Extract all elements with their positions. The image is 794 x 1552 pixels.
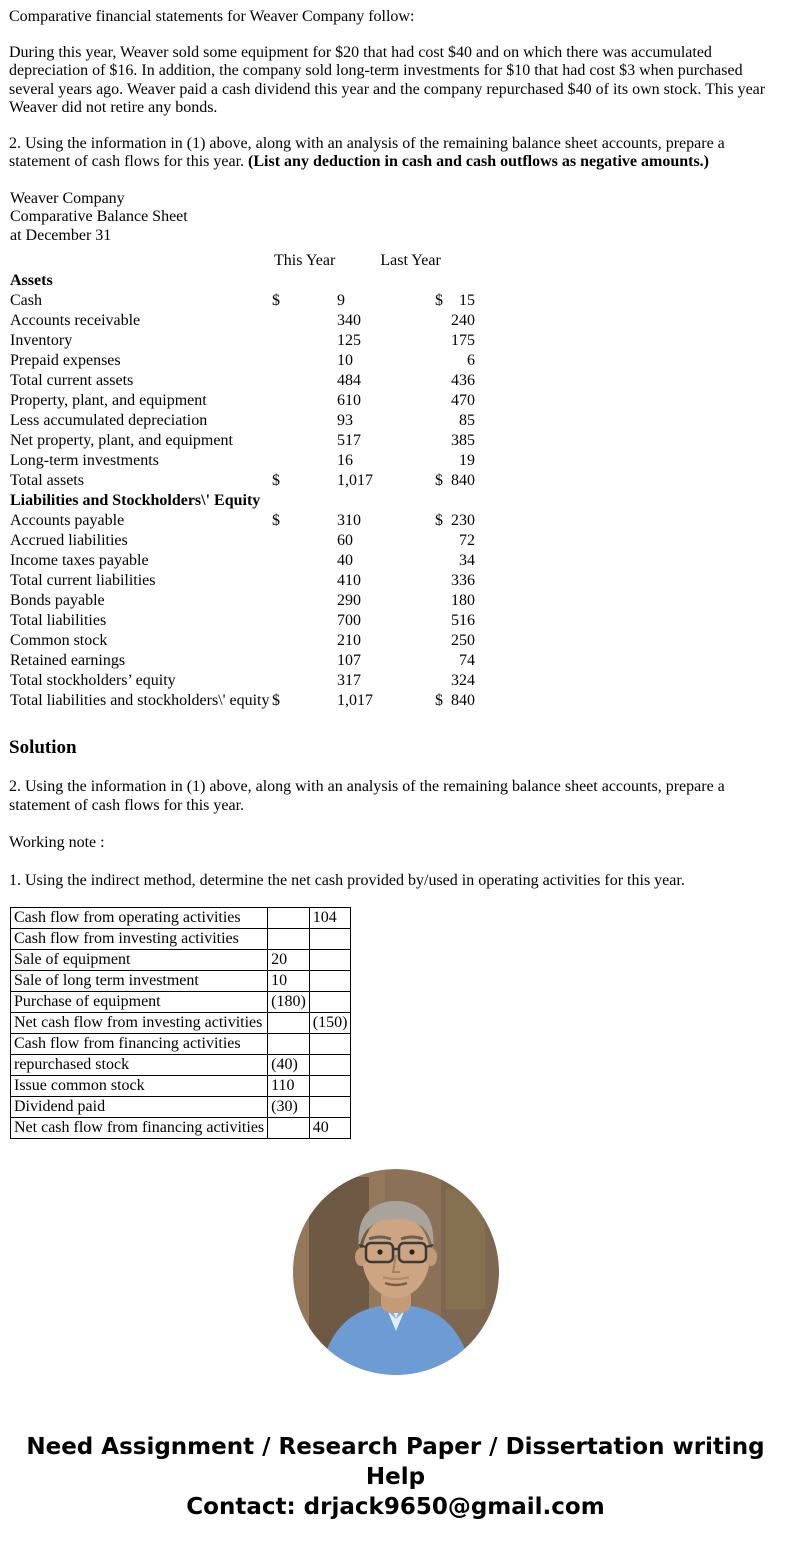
row-value: 1,017 <box>337 472 373 489</box>
row-value: $ <box>435 692 443 709</box>
cell-value: (150) <box>309 1013 351 1034</box>
row-value: 175 <box>451 332 475 349</box>
row-value: 1,017 <box>337 692 373 709</box>
working-table-row <box>11 929 351 950</box>
cell-value <box>309 1076 351 1097</box>
row-value: 470 <box>451 392 475 409</box>
working-table-body <box>11 908 351 1139</box>
balance-sheet-row <box>10 551 782 571</box>
balance-sheet-row <box>10 351 782 371</box>
row-label: Total liabilities and stockholders\' equity <box>10 692 270 709</box>
row-value <box>337 271 435 291</box>
row-label: Cash <box>10 292 42 309</box>
row-value <box>435 591 449 611</box>
row-label: Long-term investments <box>10 452 159 469</box>
row-value <box>435 571 449 591</box>
balance-sheet-row <box>10 291 782 311</box>
row-value: 16 <box>337 452 353 469</box>
cell-label: Sale of long term investment <box>11 971 268 992</box>
working-table-row <box>11 1034 351 1055</box>
footer-banner <box>9 1432 782 1522</box>
row-value: $ <box>435 292 443 309</box>
cell-value <box>309 1097 351 1118</box>
working-note-label: Working note : <box>9 834 105 851</box>
row-label: Total current liabilities <box>10 572 156 589</box>
working-table-row <box>11 992 351 1013</box>
question-paragraph <box>9 135 781 172</box>
row-label: Inventory <box>10 332 73 349</box>
row-value: 410 <box>337 572 361 589</box>
row-value: 240 <box>451 312 475 329</box>
row-value: 324 <box>451 672 475 689</box>
row-value: 340 <box>337 312 361 329</box>
working-table-row <box>11 1055 351 1076</box>
row-value <box>435 411 449 431</box>
row-label: Prepaid expenses <box>10 352 121 369</box>
row-label: Accounts receivable <box>10 312 141 329</box>
row-value <box>272 311 337 331</box>
row-value <box>272 611 337 631</box>
row-value: 385 <box>451 432 475 449</box>
intro-paragraph-2: During this year, Weaver sold some equipment for $20 that had cost $40 and on which there was accumulated depreciation of $16. In addition, the company sold long-term investments for $10 that had cost $3 when purchased several years ago. Weaver paid a cash dividend this year and the company repurchased $40 of its own stock. This year Weaver did not retire any bonds. <box>9 43 766 116</box>
cell-value <box>309 992 351 1013</box>
row-value <box>435 551 449 571</box>
row-value <box>435 611 449 631</box>
row-value <box>272 271 337 291</box>
row-value: 210 <box>337 632 361 649</box>
cell-value <box>309 1055 351 1076</box>
row-value: 9 <box>337 292 345 309</box>
row-value: 840 <box>451 472 475 489</box>
balance-sheet-row <box>10 531 782 551</box>
cell-value <box>268 908 310 929</box>
footer-contact-email: Contact: drjack9650@gmail.com <box>186 1494 605 1520</box>
question-bold-note: (List any deduction in cash and cash outflows as negative amounts.) <box>248 153 709 170</box>
row-value: 93 <box>337 412 353 429</box>
row-value: 85 <box>459 412 475 429</box>
row-value: 484 <box>337 372 361 389</box>
row-value <box>272 391 337 411</box>
instructor-photo <box>9 1169 782 1380</box>
working-table-row <box>11 908 351 929</box>
balance-sheet-row <box>10 691 782 711</box>
row-value: 317 <box>337 672 361 689</box>
balance-sheet-title: Comparative Balance Sheet <box>10 208 188 225</box>
row-value: 180 <box>451 592 475 609</box>
row-label: Total current assets <box>10 372 134 389</box>
cell-value <box>268 1034 310 1055</box>
balance-sheet-row <box>10 611 782 631</box>
row-value: 19 <box>459 452 475 469</box>
cell-value: 20 <box>268 950 310 971</box>
row-label: Income taxes payable <box>10 552 149 569</box>
row-label: Property, plant, and equipment <box>10 392 207 409</box>
working-table-row <box>11 1097 351 1118</box>
cell-label: Cash flow from financing activities <box>11 1034 268 1055</box>
cell-value: (30) <box>268 1097 310 1118</box>
footer-help-text: Need Assignment / Research Paper / Dissertation writing Help <box>26 1434 765 1490</box>
row-value <box>272 631 337 651</box>
row-value: 10 <box>337 352 353 369</box>
row-value: 610 <box>337 392 361 409</box>
cell-value <box>309 950 351 971</box>
row-value <box>435 651 449 671</box>
row-value <box>272 371 337 391</box>
balance-sheet-column-headers <box>9 251 782 271</box>
row-value: 290 <box>337 592 361 609</box>
cell-label: Cash flow from operating activities <box>11 908 268 929</box>
cell-label: Issue common stock <box>11 1076 268 1097</box>
cell-value <box>268 1118 310 1139</box>
balance-sheet-row <box>10 631 782 651</box>
working-table-row <box>11 1118 351 1139</box>
cell-value: 104 <box>309 908 351 929</box>
row-value: $ <box>272 692 280 709</box>
row-value <box>272 591 337 611</box>
cell-label: Dividend paid <box>11 1097 268 1118</box>
question-text: 2. Using the information in (1) above, along with an analysis of the remaining balance sheet accounts, prepare a statement of cash flows for this year. <box>9 134 725 170</box>
row-value <box>272 571 337 591</box>
working-table-row <box>11 1076 351 1097</box>
cell-value <box>309 929 351 950</box>
balance-sheet-row <box>10 411 782 431</box>
row-value: 40 <box>337 552 353 569</box>
working-table-row <box>11 950 351 971</box>
balance-sheet <box>9 190 782 712</box>
balance-sheet-row <box>10 491 782 511</box>
row-value <box>272 531 337 551</box>
row-value: $ <box>272 472 280 489</box>
row-value: 34 <box>459 552 475 569</box>
row-value <box>435 491 449 511</box>
working-table-row <box>11 971 351 992</box>
balance-sheet-row <box>10 671 782 691</box>
balance-sheet-row <box>10 371 782 391</box>
row-value <box>435 311 449 331</box>
row-label: Net property, plant, and equipment <box>10 432 233 449</box>
balance-sheet-row <box>10 331 782 351</box>
row-label: Liabilities and Stockholders\' Equity <box>10 492 261 509</box>
row-value <box>435 371 449 391</box>
row-value <box>337 491 435 511</box>
balance-sheet-row <box>10 431 782 451</box>
row-value: 336 <box>451 572 475 589</box>
balance-sheet-row <box>10 571 782 591</box>
row-value <box>272 451 337 471</box>
cell-value: (180) <box>268 992 310 1013</box>
cell-label: Net cash flow from financing activities <box>11 1118 268 1139</box>
balance-sheet-rows <box>9 271 782 711</box>
row-value <box>272 351 337 371</box>
row-value <box>435 431 449 451</box>
working-table-row <box>11 1013 351 1034</box>
cell-label: repurchased stock <box>11 1055 268 1076</box>
row-label: Less accumulated depreciation <box>10 412 208 429</box>
row-value: 310 <box>337 512 361 529</box>
cell-value <box>309 971 351 992</box>
step1-text: 1. Using the indirect method, determine the net cash provided by/used in operating activities for this year. <box>9 871 685 889</box>
balance-sheet-row <box>10 391 782 411</box>
balance-sheet-company: Weaver Company <box>10 189 125 207</box>
intro-paragraph-1: Comparative financial statements for Weaver Company follow: <box>9 8 415 25</box>
cell-value: 40 <box>309 1118 351 1139</box>
row-value: 125 <box>337 332 361 349</box>
row-value <box>435 271 449 291</box>
row-label: Accrued liabilities <box>10 532 128 549</box>
row-value: 840 <box>451 692 475 709</box>
row-label: Total liabilities <box>10 612 107 629</box>
balance-sheet-row <box>10 311 782 331</box>
row-value <box>272 491 337 511</box>
row-value: 516 <box>451 612 475 629</box>
cell-label: Sale of equipment <box>11 950 268 971</box>
cell-value <box>268 929 310 950</box>
row-value: $ <box>272 292 280 309</box>
row-value: 6 <box>467 352 475 369</box>
row-label: Total stockholders’ equity <box>10 672 176 689</box>
row-value <box>435 331 449 351</box>
row-value: $ <box>435 512 443 529</box>
cell-value: (40) <box>268 1055 310 1076</box>
balance-sheet-row <box>10 511 782 531</box>
row-value <box>272 551 337 571</box>
instructor-photo-illustration <box>293 1169 499 1375</box>
solution-heading: Solution <box>9 737 77 758</box>
row-value <box>435 391 449 411</box>
row-value <box>435 451 449 471</box>
cell-value: 10 <box>268 971 310 992</box>
balance-sheet-row <box>10 471 782 491</box>
row-value: 700 <box>337 612 361 629</box>
cell-value <box>309 1034 351 1055</box>
row-value <box>272 411 337 431</box>
balance-sheet-date: at December 31 <box>10 226 112 244</box>
row-label: Bonds payable <box>10 592 105 609</box>
row-value: 230 <box>451 512 475 529</box>
row-value <box>272 651 337 671</box>
row-value: 107 <box>337 652 361 669</box>
balance-sheet-row <box>10 271 782 291</box>
row-value <box>435 351 449 371</box>
column-header-last-year: Last Year <box>380 252 441 269</box>
column-header-this-year: This Year <box>274 252 336 269</box>
row-value: $ <box>272 512 280 529</box>
row-value: 517 <box>337 432 361 449</box>
row-value <box>449 491 475 511</box>
row-value <box>435 531 449 551</box>
row-value: 15 <box>459 292 475 309</box>
balance-sheet-row <box>10 451 782 471</box>
cell-label: Cash flow from investing activities <box>11 929 268 950</box>
row-value: 74 <box>459 652 475 669</box>
row-value: $ <box>435 472 443 489</box>
row-label: Total assets <box>10 472 84 489</box>
row-value: 60 <box>337 532 353 549</box>
row-label: Accounts payable <box>10 512 125 529</box>
row-value <box>449 271 475 291</box>
balance-sheet-row <box>10 651 782 671</box>
row-value <box>272 671 337 691</box>
cell-label: Net cash flow from investing activities <box>11 1013 268 1034</box>
row-value: 436 <box>451 372 475 389</box>
cell-label: Purchase of equipment <box>11 992 268 1013</box>
row-value <box>435 671 449 691</box>
row-value: 72 <box>459 532 475 549</box>
row-label: Retained earnings <box>10 652 126 669</box>
working-note-table <box>10 907 351 1139</box>
row-value <box>272 331 337 351</box>
balance-sheet-row <box>10 591 782 611</box>
row-label: Assets <box>10 272 53 289</box>
solution-paragraph: 2. Using the information in (1) above, along with an analysis of the remaining balance sheet accounts, prepare a statement of cash flows for this year. <box>9 778 725 814</box>
cell-value: 110 <box>268 1076 310 1097</box>
row-value <box>435 631 449 651</box>
cell-value <box>268 1013 310 1034</box>
row-value: 250 <box>451 632 475 649</box>
row-label: Common stock <box>10 632 108 649</box>
row-value <box>272 431 337 451</box>
